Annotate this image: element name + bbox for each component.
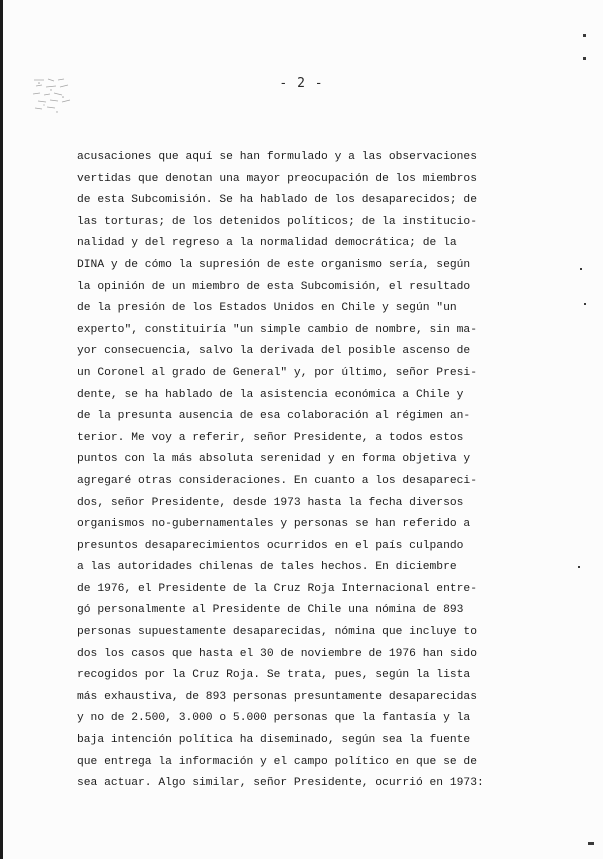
page-number: - 2 -	[279, 76, 324, 91]
text-line: terior. Me voy a referir, señor Presidente, a todos estos	[77, 431, 464, 444]
text-line: dos los casos que hasta el 30 de noviembre de 1976 han sido	[77, 647, 477, 660]
text-line: más exhaustiva, de 893 personas presuntamente desaparecidas	[77, 690, 477, 703]
text-line: de la presión de los Estados Unidos en Chile y según "un	[77, 302, 457, 315]
text-line: vertidas que denotan una mayor preocupación de los miembros	[77, 172, 477, 185]
text-line: las torturas; de los detenidos políticos; de la institucio-	[77, 215, 477, 228]
body-text	[77, 147, 517, 795]
text-line: acusaciones que aquí se han formulado y a las observaciones	[77, 151, 477, 163]
text-line: dente, se ha hablado de la asistencia económica a Chile y	[77, 388, 464, 401]
text-line: personas supuestamente desaparecidas, nómina que incluye to	[77, 626, 477, 639]
text-line: nalidad y del regreso a la normalidad democrática; de la	[77, 237, 457, 250]
text-line: de 1976, el Presidente de la Cruz Roja Internacional entre-	[77, 582, 477, 595]
text-line: recogidos por la Cruz Roja. Se trata, pues, según la lista	[77, 669, 471, 682]
text-line: un Coronel al grado de General" y, por último, señor Presi-	[77, 366, 477, 379]
text-line: baja intención política ha diseminado, según sea la fuente	[77, 734, 471, 747]
text-line: DINA y de cómo la supresión de este organismo sería, según	[77, 258, 471, 271]
text-line: gó personalmente al Presidente de Chile una nómina de 893	[77, 604, 464, 617]
text-line: dos, señor Presidente, desde 1973 hasta la fecha diversos	[77, 496, 464, 509]
text-line: que entrega la información y el campo político en que se de	[77, 755, 477, 768]
text-line: de esta Subcomisión. Se ha hablado de los desaparecidos; de	[77, 194, 477, 207]
text-line: puntos con la más absoluta serenidad y en forma objetiva y	[77, 453, 471, 466]
text-line: sea actuar. Algo similar, señor Presidente, ocurrió en 1973:	[77, 777, 484, 790]
scan-edge	[0, 0, 3, 859]
text-line: de la presunta ausencia de esa colaboración al régimen an-	[77, 410, 471, 423]
text-line: experto", constituiría "un simple cambio de nombre, sin ma-	[77, 323, 477, 336]
text-line: organismos no-gubernamentales y personas se han referido a	[77, 518, 471, 531]
text-line: y no de 2.500, 3.000 o 5.000 personas que la fantasía y la	[77, 712, 471, 725]
text-line: a las autoridades chilenas de tales hechos. En diciembre	[77, 561, 457, 574]
text-line: la opinión de un miembro de esta Subcomisión, el resultado	[77, 280, 471, 293]
text-line: yor consecuencia, salvo la derivada del posible ascenso de	[77, 345, 471, 358]
text-line: presuntos desaparecimientos ocurridos en el país culpando	[77, 539, 464, 552]
text-line: agregaré otras consideraciones. En cuanto a los desapareci-	[77, 474, 477, 487]
